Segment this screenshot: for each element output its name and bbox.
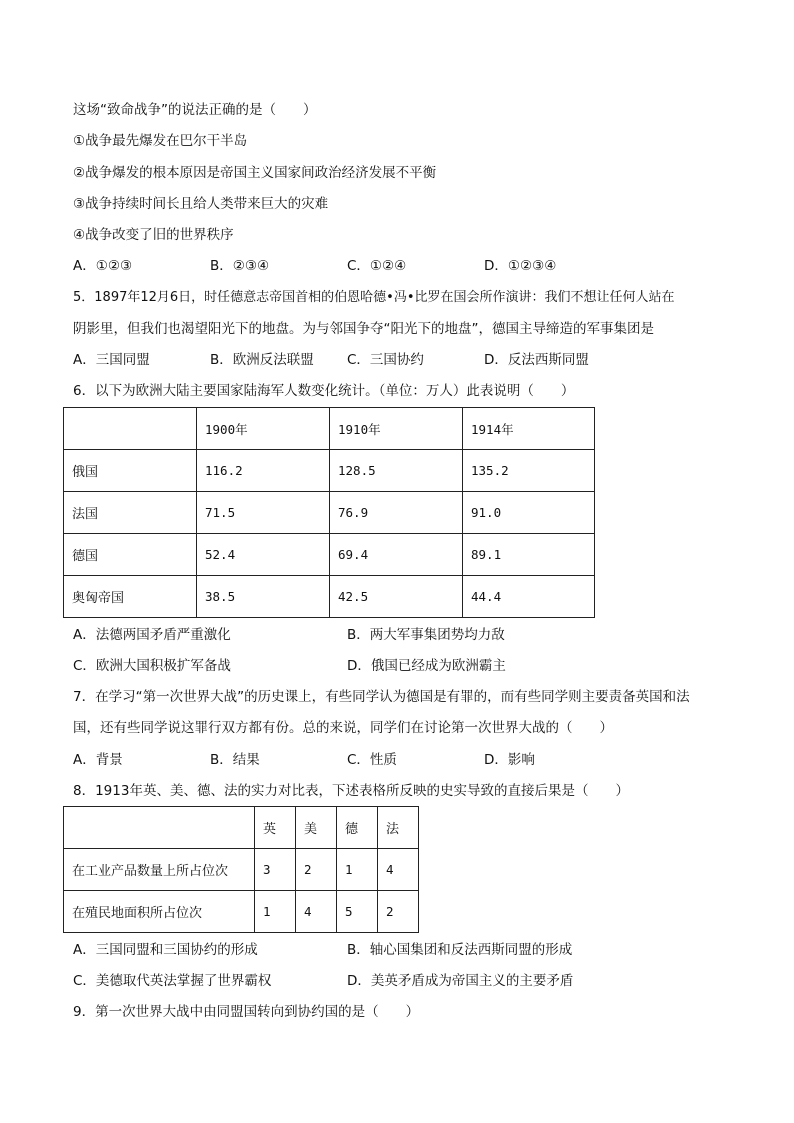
rank-cell: 2 (296, 849, 337, 891)
value-cell: 69.4 (330, 534, 463, 576)
q7-option-b: B．结果 (210, 752, 260, 768)
row-label-cell: 在工业产品数量上所占位次 (64, 849, 255, 891)
table-row (64, 891, 419, 933)
q9-stem: 9．第一次世界大战中由同盟国转向到协约国的是（ ） (73, 1004, 420, 1020)
q8-header-country: 法 (378, 807, 419, 849)
rank-cell: 1 (255, 891, 296, 933)
q4-option-d: D．①②③④ (484, 258, 557, 274)
table-row (64, 492, 595, 534)
value-cell: 91.0 (463, 492, 595, 534)
q8-option-b: B．轴心国集团和反法西斯同盟的形成 (347, 942, 573, 958)
q7-stem-line1: 7．在学习“第一次世界大战”的历史课上，有些同学认为德国是有罪的，而有些同学则主要责备英国和法 (73, 689, 690, 705)
q5-option-b: B．欧洲反法联盟 (210, 352, 314, 368)
q7-option-c: C．性质 (347, 752, 397, 768)
q8-stem: 8．1913年英、美、德、法的实力对比表，下述表格所反映的史实导致的直接后果是（ ） (73, 783, 629, 799)
table-row (64, 576, 595, 618)
q8-header-country: 英 (255, 807, 296, 849)
q6-option-d: D．俄国已经成为欧洲霸主 (347, 658, 506, 674)
value-cell: 38.5 (197, 576, 330, 618)
value-cell: 44.4 (463, 576, 595, 618)
q5-option-d: D．反法西斯同盟 (484, 352, 589, 368)
value-cell: 71.5 (197, 492, 330, 534)
q8-header-country: 美 (296, 807, 337, 849)
row-label-cell: 在殖民地面积所占位次 (64, 891, 255, 933)
q6-header-corner (64, 408, 197, 450)
q6-option-c: C．欧洲大国积极扩军备战 (73, 658, 231, 674)
q4-statement-2: ②战争爆发的根本原因是帝国主义国家间政治经济发展不平衡 (73, 165, 437, 181)
q4-statement-1: ①战争最先爆发在巴尔干半岛 (73, 133, 248, 149)
q4-stem: 这场“致命战争”的说法正确的是（ ） (73, 102, 317, 118)
q4-statement-3: ③战争持续时间长且给人类带来巨大的灾难 (73, 196, 329, 212)
q7-stem-line2: 国，还有些同学说这罪行双方都有份。总的来说，同学们在讨论第一次世界大战的（ ） (73, 720, 613, 736)
country-cell: 俄国 (64, 450, 197, 492)
value-cell: 116.2 (197, 450, 330, 492)
q8-option-d: D．美英矛盾成为帝国主义的主要矛盾 (347, 973, 574, 989)
q4-option-b: B．②③④ (210, 258, 270, 274)
value-cell: 128.5 (330, 450, 463, 492)
q6-option-a: A．法德两国矛盾严重激化 (73, 627, 231, 643)
value-cell: 42.5 (330, 576, 463, 618)
q6-stem: 6．以下为欧洲大陆主要国家陆海军人数变化统计。（单位：万人）此表说明（ ） (73, 383, 575, 399)
country-cell: 法国 (64, 492, 197, 534)
q4-statement-4: ④战争改变了旧的世界秩序 (73, 227, 234, 243)
rank-cell: 5 (337, 891, 378, 933)
q5-stem-line2: 阴影里，但我们也渴望阳光下的地盘。为与邻国争夺“阳光下的地盘”，德国主导缔造的军事集团是 (73, 321, 654, 337)
table-row (64, 534, 595, 576)
q8-table (63, 806, 419, 933)
q8-header-country: 德 (337, 807, 378, 849)
value-cell: 52.4 (197, 534, 330, 576)
q5-stem-line1: 5．1897年12月6日，时任德意志帝国首相的伯恩哈德•冯•比罗在国会所作演讲：我们不想让任何人站在 (73, 290, 675, 305)
table-row (64, 450, 595, 492)
rank-cell: 1 (337, 849, 378, 891)
value-cell: 76.9 (330, 492, 463, 534)
q7-option-d: D．影响 (484, 752, 535, 768)
q8-header-corner (64, 807, 255, 849)
value-cell: 89.1 (463, 534, 595, 576)
rank-cell: 4 (296, 891, 337, 933)
q8-option-c: C．美德取代英法掌握了世界霸权 (73, 973, 272, 989)
q7-option-a: A．背景 (73, 752, 123, 768)
country-cell: 奥匈帝国 (64, 576, 197, 618)
q6-table (63, 407, 595, 618)
q6-header-year: 1914年 (463, 408, 595, 450)
table-row (64, 849, 419, 891)
q4-option-a: A．①②③ (73, 258, 133, 274)
q5-option-a: A．三国同盟 (73, 352, 150, 368)
q6-header-year: 1910年 (330, 408, 463, 450)
q5-option-c: C．三国协约 (347, 352, 424, 368)
rank-cell: 2 (378, 891, 419, 933)
value-cell: 135.2 (463, 450, 595, 492)
rank-cell: 3 (255, 849, 296, 891)
country-cell: 德国 (64, 534, 197, 576)
q6-header-year: 1900年 (197, 408, 330, 450)
rank-cell: 4 (378, 849, 419, 891)
q8-option-a: A．三国同盟和三国协约的形成 (73, 942, 258, 958)
q4-option-c: C．①②④ (347, 258, 407, 274)
q6-option-b: B．两大军事集团势均力敌 (347, 627, 505, 643)
